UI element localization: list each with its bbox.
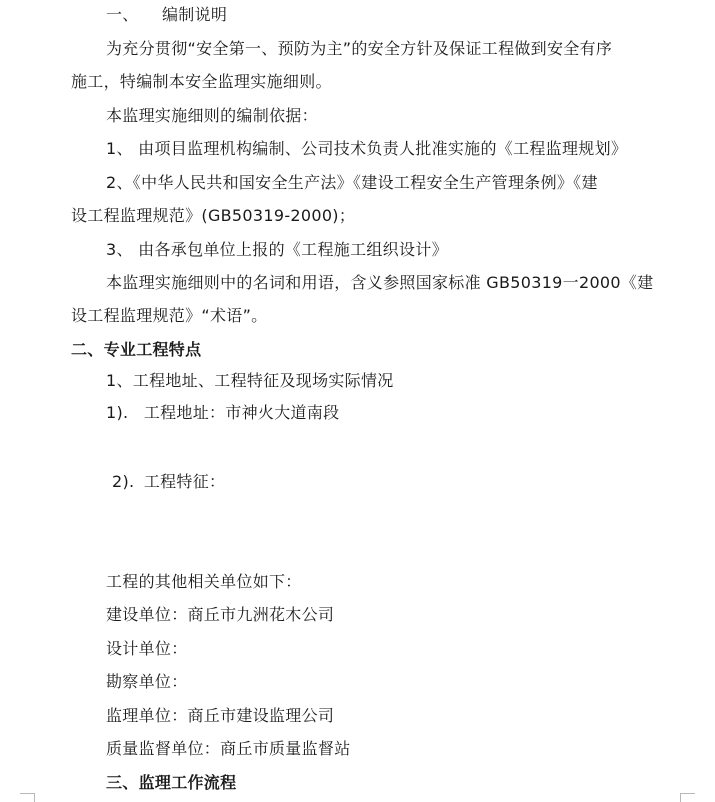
survey-unit: 勘察单位： [106, 672, 188, 691]
features-number: 2). [112, 472, 135, 491]
section1-title: 编制说明 [162, 5, 228, 24]
page-corner-mark-left [20, 793, 35, 802]
project-address [106, 402, 339, 424]
section1-number: 一、 [106, 5, 139, 24]
page-corner-mark-right [680, 793, 695, 802]
basis-intro: 本监理实施细则的编制依据： [106, 106, 318, 125]
terms-line1: 本监理实施细则中的名词和用语，含义参照国家标准 GB50319一2000《建 [106, 273, 654, 292]
design-unit: 设计单位： [106, 639, 188, 658]
section3-heading: 三、监理工作流程 [106, 773, 237, 792]
address-number: 1). [106, 403, 129, 422]
supervision-unit: 监理单位：商丘市建设监理公司 [106, 706, 335, 725]
terms-line2: 设工程监理规范》“术语”。 [71, 306, 268, 325]
construction-unit: 建设单位：商丘市九洲花木公司 [106, 605, 335, 624]
section2-heading: 二、专业工程特点 [71, 340, 202, 359]
basis-item-2-line1: 2、《中华人民共和国安全生产法》《建设工程安全生产管理条例》《建 [106, 173, 598, 192]
basis-item-3: 3、 由各承包单位上报的《工程施工组织设计》 [106, 240, 448, 259]
features-text: 工程特征： [143, 472, 226, 491]
paragraph-purpose-line1: 为充分贯彻“安全第一、预防为主”的安全方针及保证工程做到安全有序 [106, 39, 613, 58]
paragraph-purpose-line2: 施工，特编制本安全监理实施细则。 [71, 72, 332, 91]
section1-heading [106, 4, 227, 26]
address-text: 工程地址：市神火大道南段 [143, 403, 340, 422]
basis-item-1: 1、 由项目监理机构编制、公司技术负责人批准实施的《工程监理规划》 [106, 139, 628, 158]
basis-item-2-line2: 设工程监理规范》(GB50319-2000)； [71, 206, 356, 225]
other-units-intro: 工程的其他相关单位如下： [106, 572, 302, 591]
quality-supervision-unit: 质量监督单位：商丘市质量监督站 [106, 739, 351, 758]
section2-item1: 1、工程地址、工程特征及现场实际情况 [106, 371, 394, 390]
project-features [112, 471, 225, 493]
